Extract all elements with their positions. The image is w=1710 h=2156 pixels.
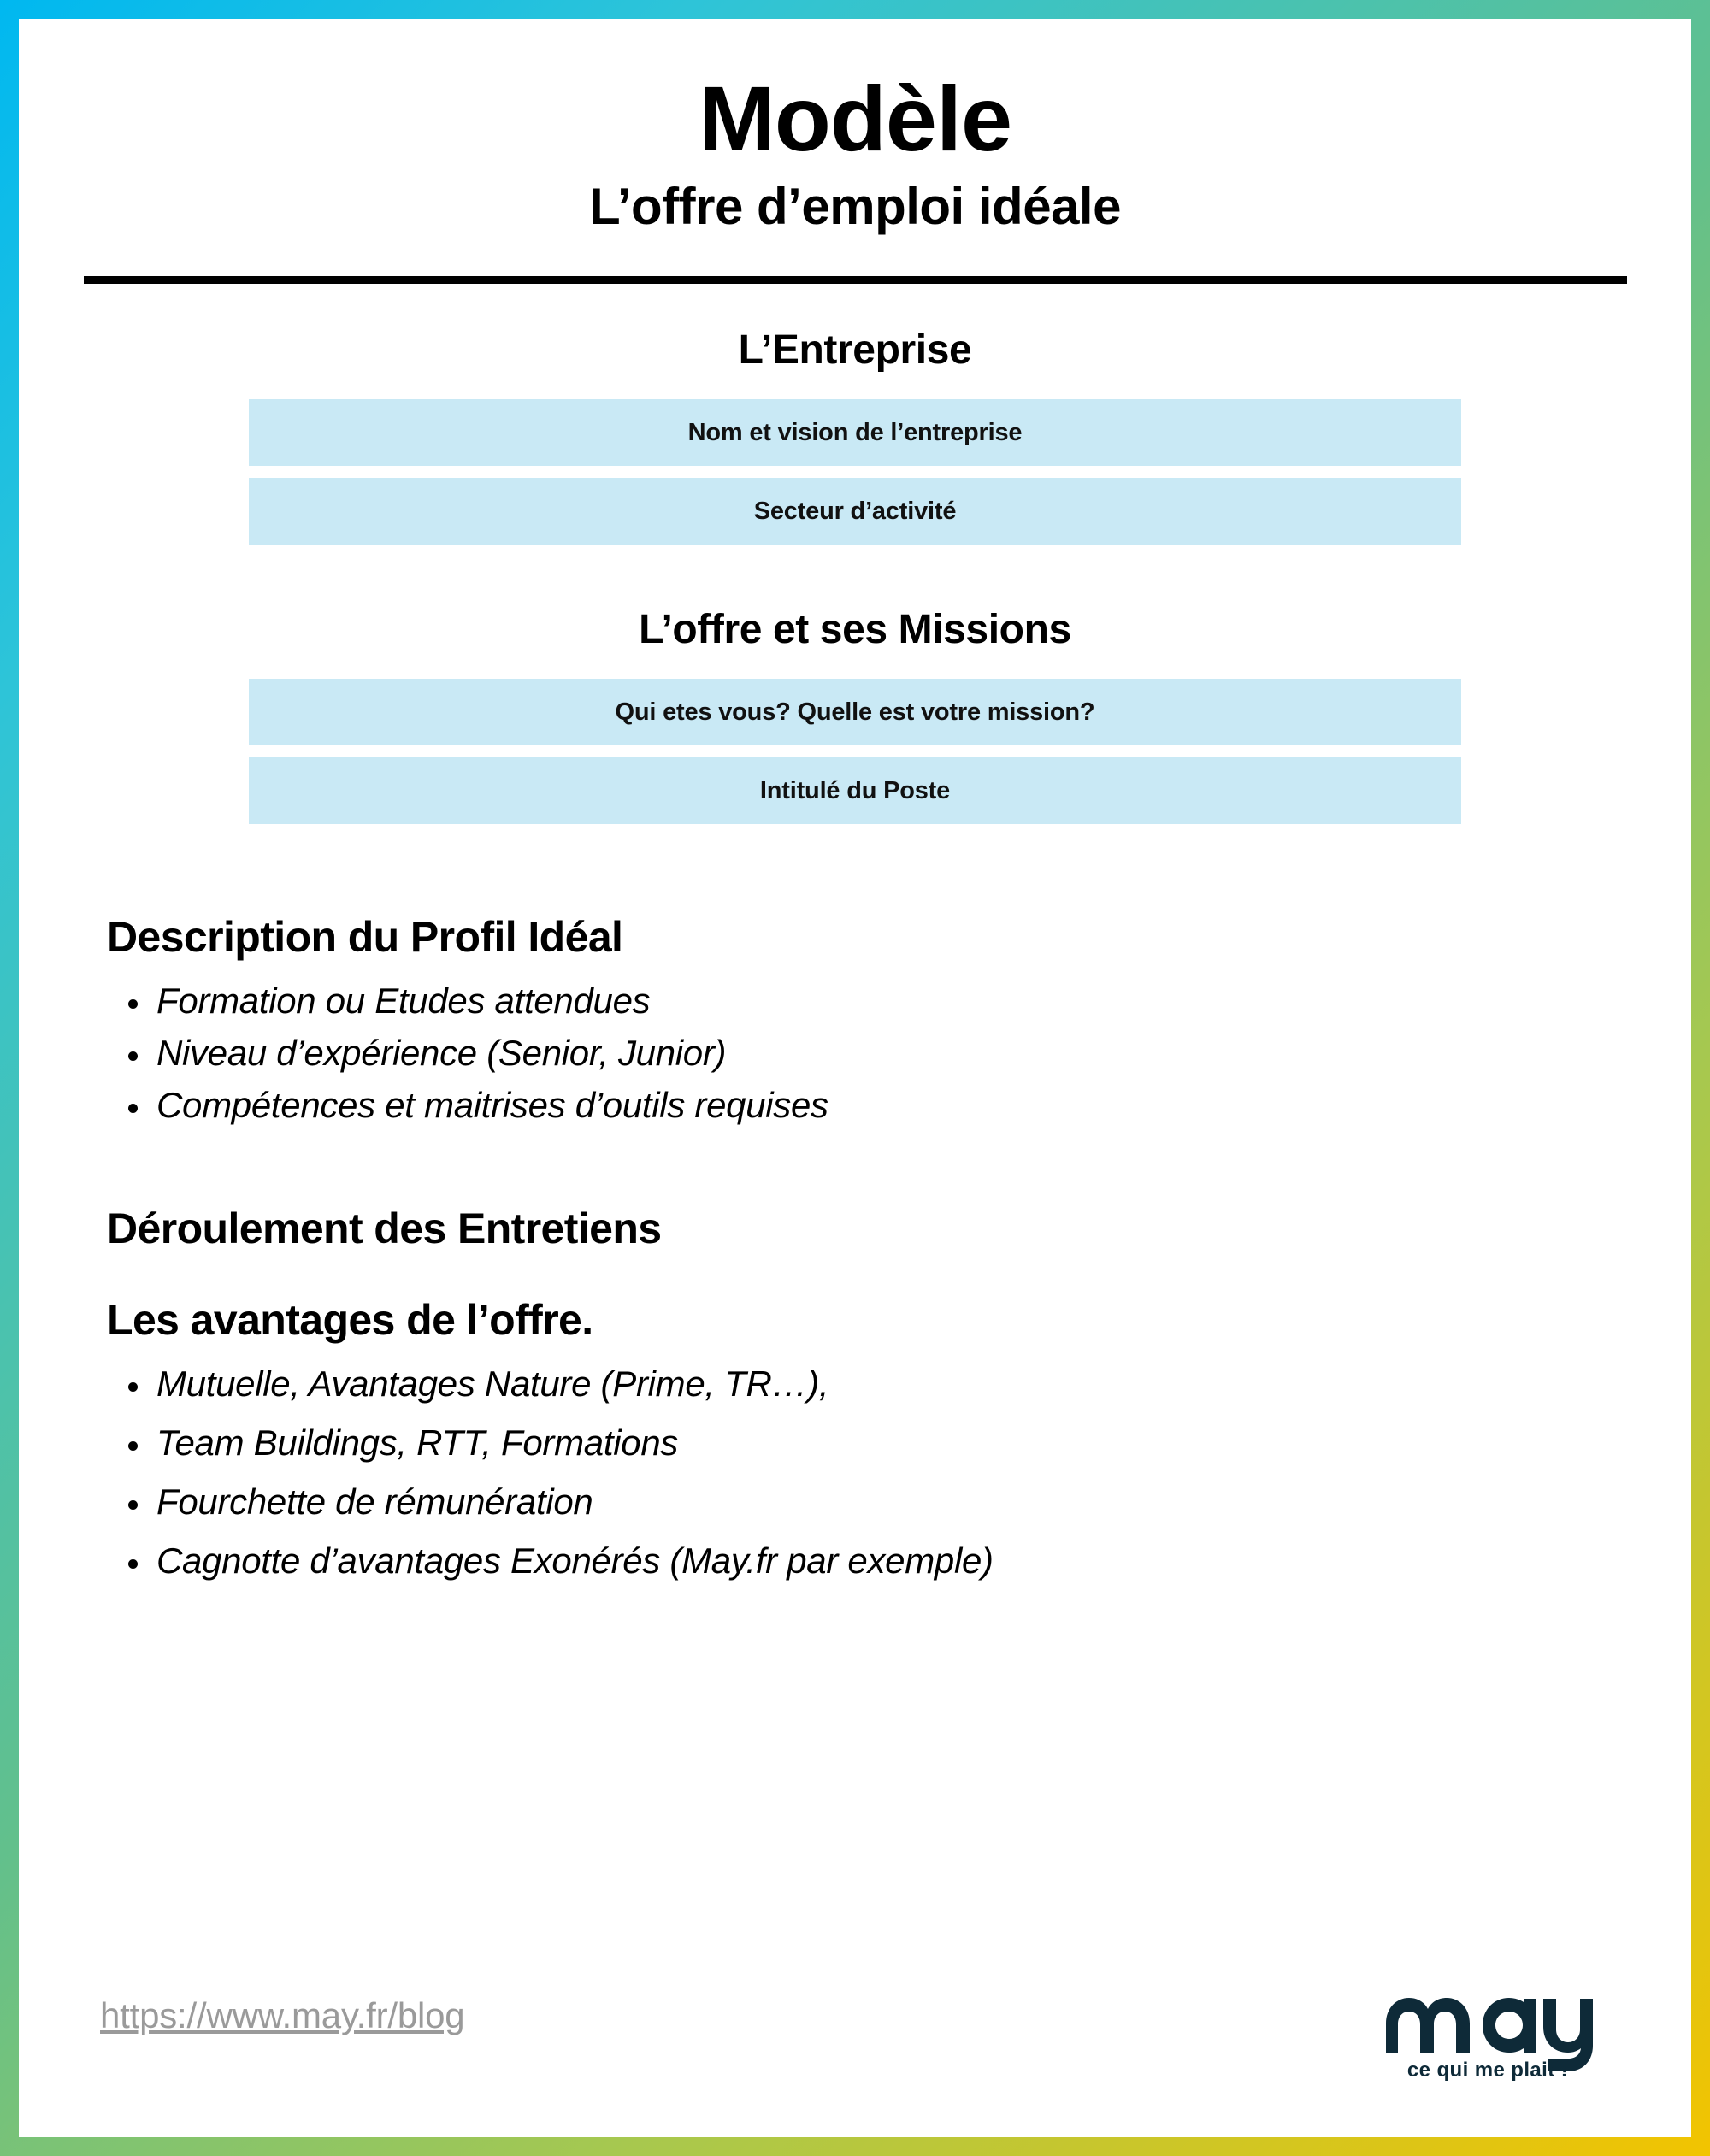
section-heading-offer: L’offre et ses Missions: [639, 607, 1071, 653]
section-advantages: [19, 1252, 1691, 1582]
field-box-company-sector[interactable]: [249, 478, 1461, 545]
advantages-bullet-list: [107, 1344, 1623, 1582]
may-tagline: ce qui me plait !: [1406, 2059, 1569, 2082]
may-logo: [1359, 1979, 1616, 2082]
page-subtitle: L’offre d’emploi idéale: [589, 178, 1121, 236]
field-box-company-name[interactable]: [249, 399, 1461, 466]
list-item: Niveau d’expérience (Senior, Junior): [107, 1032, 1623, 1074]
list-item: Compétences et maitrises d’outils requises: [107, 1084, 1623, 1126]
section-profile: [19, 824, 1691, 1126]
section-heading-advantages: Les avantages de l’offre.: [107, 1295, 593, 1344]
field-label: Nom et vision de l’entreprise: [687, 418, 1023, 446]
list-item: Mutuelle, Avantages Nature (Prime, TR…),: [107, 1363, 1623, 1405]
field-box-offer-mission[interactable]: [249, 679, 1461, 745]
section-heading-company: L’Entreprise: [738, 327, 972, 374]
field-label: Intitulé du Poste: [759, 776, 951, 804]
list-item: Fourchette de rémunération: [107, 1481, 1623, 1523]
title-divider: [84, 276, 1627, 284]
page-title: Modèle: [698, 67, 1012, 170]
section-heading-profile: Description du Profil Idéal: [107, 913, 623, 962]
field-label: Qui etes vous? Quelle est votre mission?: [615, 698, 1095, 726]
list-item: Formation ou Etudes attendues: [107, 980, 1623, 1022]
section-interviews: [19, 1127, 1691, 1252]
blog-url-link[interactable]: https://www.may.fr/blog: [100, 1995, 465, 2035]
profile-bullet-list: [107, 961, 1623, 1126]
page-sheet: [19, 19, 1691, 2137]
list-item: Team Buildings, RTT, Formations: [107, 1422, 1623, 1464]
section-heading-interviews: Déroulement des Entretiens: [107, 1204, 662, 1252]
field-box-job-title[interactable]: [249, 757, 1461, 824]
list-item: Cagnotte d’avantages Exonérés (May.fr par exemple): [107, 1540, 1623, 1582]
offer-field-list: [249, 653, 1461, 824]
page-footer: [19, 1941, 1691, 2137]
company-field-list: [249, 374, 1461, 545]
field-label: Secteur d’activité: [753, 497, 957, 525]
